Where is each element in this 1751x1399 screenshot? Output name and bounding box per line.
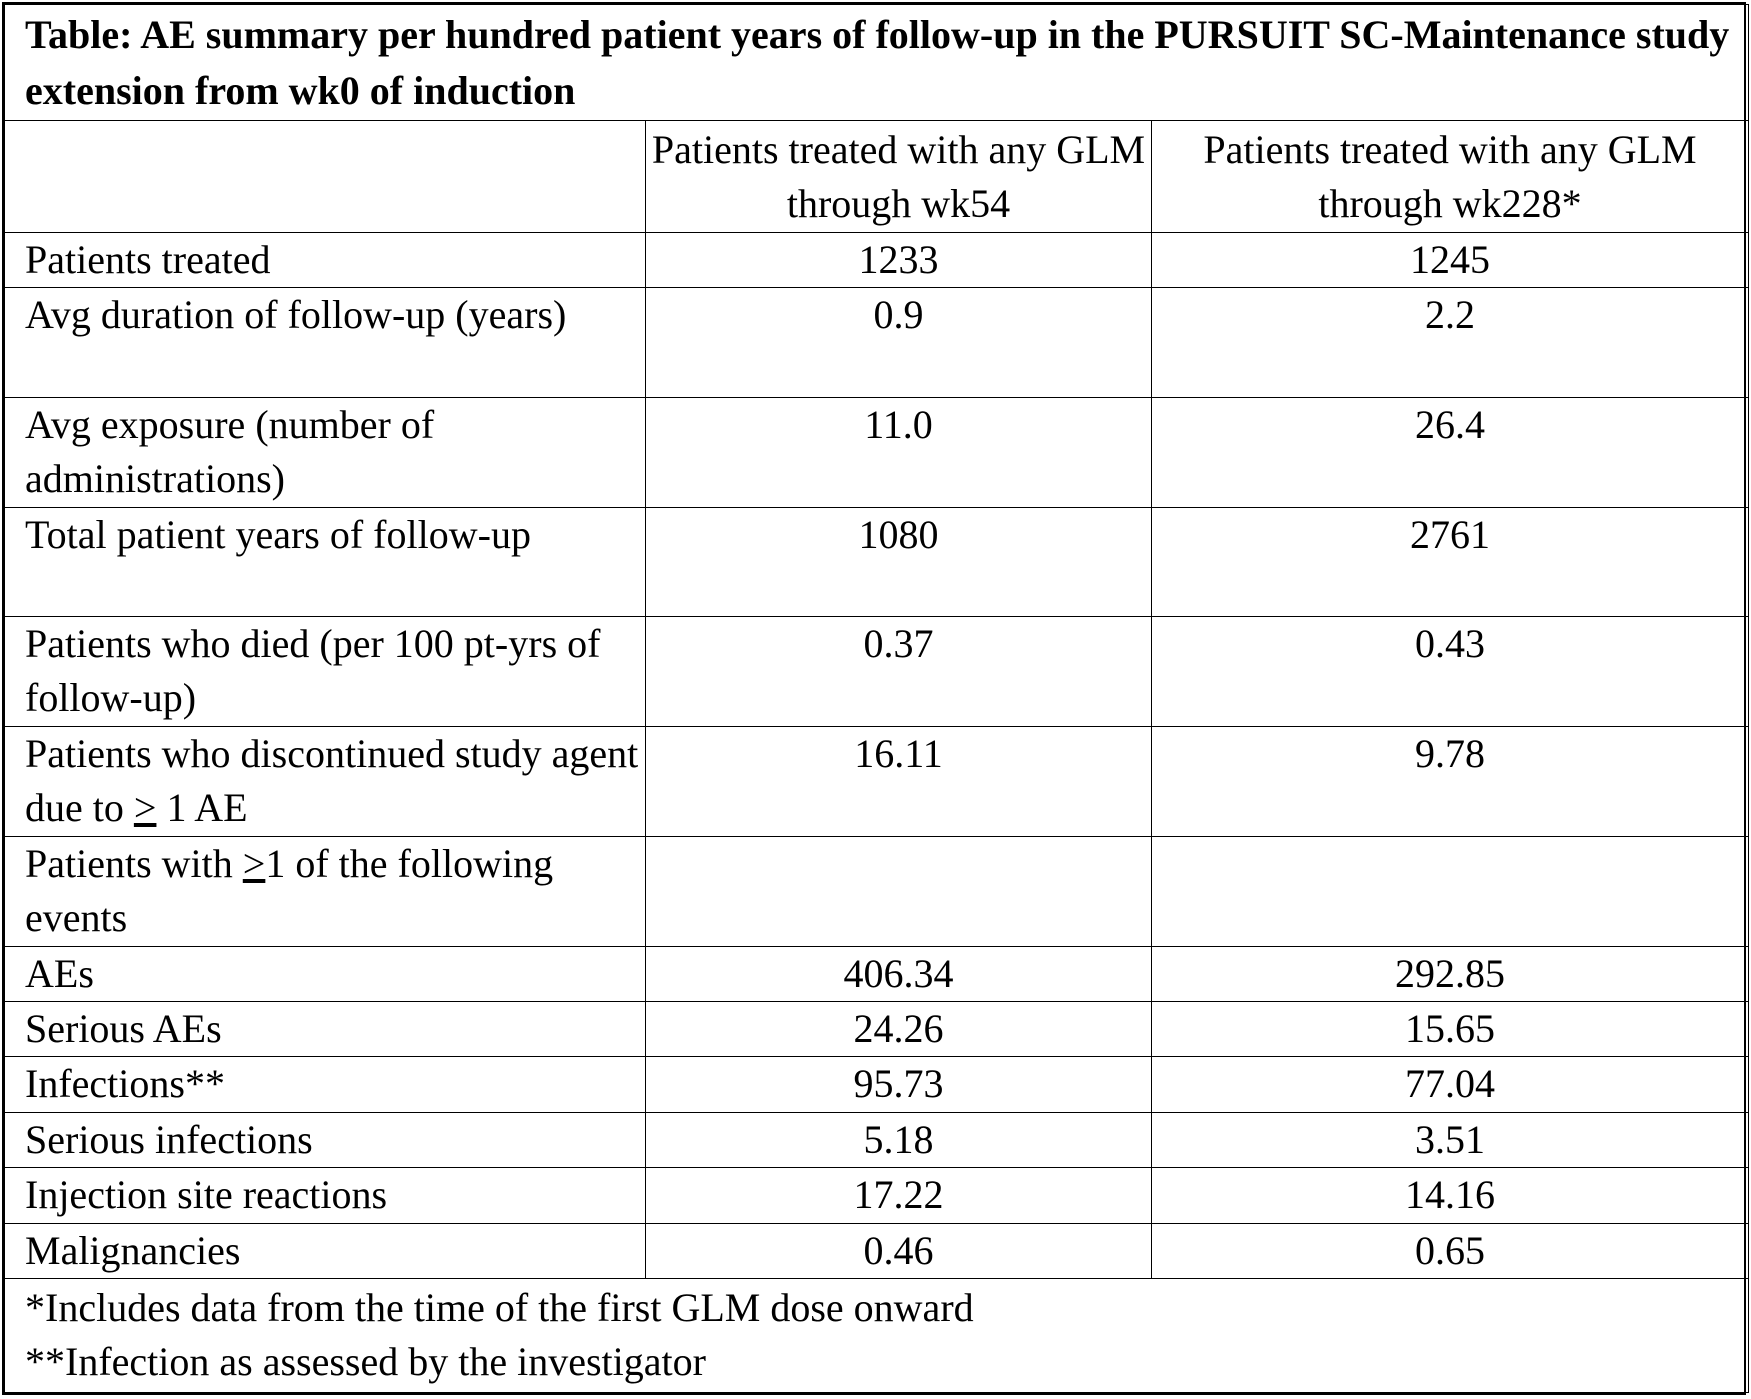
row-label-text: Patients with: [25, 840, 243, 886]
footnote-wk228: *Includes data from the time of the first GLM dose onward: [25, 1285, 974, 1331]
row-label: Serious infections: [5, 1112, 646, 1167]
value-wk228: 9.78: [1152, 727, 1749, 837]
table-row: [5, 1057, 1749, 1112]
value-wk54: 1080: [646, 507, 1152, 617]
row-label: [5, 727, 646, 837]
row-label-text: Patients who discontinued study agent due to: [25, 731, 639, 831]
header-wk54: Patients treated with any GLM through wk54: [646, 120, 1152, 232]
value-wk228: 15.65: [1152, 1002, 1749, 1057]
row-label: Injection site reactions: [5, 1168, 646, 1223]
value-wk54: 406.34: [646, 946, 1152, 1001]
table-row: [5, 1168, 1749, 1223]
value-wk228: 2.2: [1152, 288, 1749, 398]
row-label: AEs: [5, 946, 646, 1001]
row-label-text: 1 AE: [156, 785, 248, 831]
table-header-row: [5, 120, 1749, 232]
greater-equal-symbol: >: [242, 840, 266, 886]
table-title-row: [5, 5, 1749, 121]
table-footnote-row: [5, 1279, 1749, 1393]
row-label: Serious AEs: [5, 1002, 646, 1057]
value-wk54: 17.22: [646, 1168, 1152, 1223]
greater-equal-symbol: >: [133, 785, 157, 831]
table-row: [5, 1002, 1749, 1057]
footnote-infection: **Infection as assessed by the investigator: [25, 1339, 706, 1385]
value-wk228: 292.85: [1152, 946, 1749, 1001]
header-blank-cell: [5, 120, 646, 232]
row-label: Malignancies: [5, 1223, 646, 1278]
table-row: [5, 288, 1749, 398]
footnotes-cell: [5, 1279, 1749, 1393]
value-wk228: 0.43: [1152, 617, 1749, 727]
row-label: Avg duration of follow-up (years): [5, 288, 646, 398]
table-row: [5, 727, 1749, 837]
value-wk228: [1152, 836, 1749, 946]
table-row: [5, 946, 1749, 1001]
table-row: [5, 836, 1749, 946]
value-wk228: 0.65: [1152, 1223, 1749, 1278]
row-label: [5, 836, 646, 946]
value-wk54: 0.9: [646, 288, 1152, 398]
row-label-text: 1 of the following events: [25, 840, 554, 940]
value-wk228: 77.04: [1152, 1057, 1749, 1112]
value-wk54: 95.73: [646, 1057, 1152, 1112]
table-row: [5, 232, 1749, 287]
value-wk54: 1233: [646, 232, 1152, 287]
value-wk228: 2761: [1152, 507, 1749, 617]
value-wk228: 1245: [1152, 232, 1749, 287]
value-wk228: 3.51: [1152, 1112, 1749, 1167]
row-label: Patients treated: [5, 232, 646, 287]
value-wk54: 16.11: [646, 727, 1152, 837]
row-label: Infections**: [5, 1057, 646, 1112]
table-row: [5, 617, 1749, 727]
value-wk54: [646, 836, 1152, 946]
value-wk54: 24.26: [646, 1002, 1152, 1057]
value-wk228: 14.16: [1152, 1168, 1749, 1223]
table-row: [5, 507, 1749, 617]
row-label: Patients who died (per 100 pt-yrs of follow-up): [5, 617, 646, 727]
value-wk54: 11.0: [646, 397, 1152, 507]
ae-summary-table-container: [2, 2, 1746, 1395]
value-wk228: 26.4: [1152, 397, 1749, 507]
ae-summary-table: [4, 4, 1749, 1393]
value-wk54: 0.37: [646, 617, 1152, 727]
value-wk54: 5.18: [646, 1112, 1152, 1167]
row-label: Total patient years of follow-up: [5, 507, 646, 617]
row-label: Avg exposure (number of administrations): [5, 397, 646, 507]
table-row: [5, 1112, 1749, 1167]
table-title: Table: AE summary per hundred patient years of follow-up in the PURSUIT SC-Maintenance study extension from wk0 of induction: [5, 5, 1749, 121]
table-row: [5, 397, 1749, 507]
header-wk228: Patients treated with any GLM through wk228*: [1152, 120, 1749, 232]
table-row: [5, 1223, 1749, 1278]
value-wk54: 0.46: [646, 1223, 1152, 1278]
